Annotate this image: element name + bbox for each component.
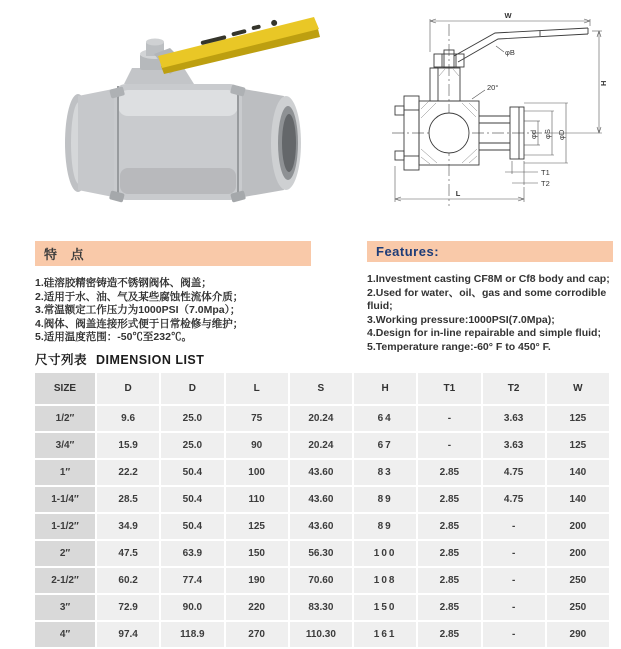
value-cell: 28.5 bbox=[97, 487, 159, 512]
dim-label-angle: 20° bbox=[487, 83, 499, 92]
dimension-lines bbox=[395, 19, 602, 202]
valve-handle bbox=[158, 17, 320, 74]
value-cell: 50.4 bbox=[161, 514, 223, 539]
table-row bbox=[35, 460, 609, 485]
value-cell: 200 bbox=[547, 514, 609, 539]
value-cell: 34.9 bbox=[97, 514, 159, 539]
size-cell: 2-1/2″ bbox=[35, 568, 95, 593]
value-cell: - bbox=[418, 433, 480, 458]
size-cell: 1″ bbox=[35, 460, 95, 485]
feature-item: 4.阀体、阀盖连接形式便于日常检修与维护； bbox=[35, 317, 244, 330]
table-row bbox=[35, 568, 609, 593]
table-row bbox=[35, 541, 609, 566]
value-cell: 118.9 bbox=[161, 622, 223, 647]
table-row bbox=[35, 433, 609, 458]
value-cell: 2.85 bbox=[418, 568, 480, 593]
dim-label-t2: T2 bbox=[541, 179, 550, 188]
dimension-table bbox=[33, 371, 611, 649]
column-header: SIZE bbox=[35, 373, 95, 404]
value-cell: 220 bbox=[226, 595, 288, 620]
value-cell: 161 bbox=[354, 622, 416, 647]
value-cell: 140 bbox=[547, 460, 609, 485]
feature-item: 1.硅溶胶精密铸造不锈钢阀体、阀盖； bbox=[35, 277, 212, 289]
feature-item: 3.Working pressure:1000PSI(7.0Mpa); bbox=[367, 313, 555, 326]
value-cell: - bbox=[483, 541, 545, 566]
column-header: S bbox=[290, 373, 352, 404]
features-cn-list bbox=[35, 277, 311, 345]
value-cell: 108 bbox=[354, 568, 416, 593]
feature-item: 2.适用于水、油、气及某些腐蚀性流体介质； bbox=[35, 290, 244, 303]
value-cell: 4.75 bbox=[483, 487, 545, 512]
valve-body bbox=[109, 84, 246, 203]
value-cell: 67 bbox=[354, 433, 416, 458]
value-cell: 75 bbox=[226, 406, 288, 431]
feature-item: 2.Used for water、oil、gas and some corrodible fluid; bbox=[367, 286, 607, 313]
value-cell: 4.75 bbox=[483, 460, 545, 485]
value-cell: 2.85 bbox=[418, 514, 480, 539]
value-cell: 15.9 bbox=[97, 433, 159, 458]
value-cell: 270 bbox=[226, 622, 288, 647]
dim-label-phi-d-outer: φD bbox=[557, 129, 566, 140]
column-header: L bbox=[226, 373, 288, 404]
dimension-list-title-cn: 尺寸列表 bbox=[35, 353, 88, 367]
value-cell: 77.4 bbox=[161, 568, 223, 593]
size-cell: 2″ bbox=[35, 541, 95, 566]
table-row bbox=[35, 487, 609, 512]
column-header: D bbox=[97, 373, 159, 404]
value-cell: 20.24 bbox=[290, 433, 352, 458]
column-header: W bbox=[547, 373, 609, 404]
feature-item: 5.适用温度范围：-50℃至232℃。 bbox=[35, 331, 192, 344]
dim-label-phi-b: φB bbox=[505, 48, 515, 57]
column-header: H bbox=[354, 373, 416, 404]
value-cell: 72.9 bbox=[97, 595, 159, 620]
value-cell: 60.2 bbox=[97, 568, 159, 593]
size-cell: 4″ bbox=[35, 622, 95, 647]
dim-label-w: W bbox=[504, 11, 512, 20]
table-row bbox=[35, 406, 609, 431]
value-cell: 110 bbox=[226, 487, 288, 512]
dim-label-phi-d-bore: φd bbox=[529, 129, 538, 139]
value-cell: 2.85 bbox=[418, 622, 480, 647]
value-cell: 97.4 bbox=[97, 622, 159, 647]
value-cell: 3.63 bbox=[483, 433, 545, 458]
value-cell: 50.4 bbox=[161, 460, 223, 485]
value-cell: 200 bbox=[547, 541, 609, 566]
features-en-title: Features: bbox=[367, 241, 613, 262]
dim-label-l: L bbox=[455, 189, 461, 198]
feature-item: 1.Investment casting CF8M or Cf8 body and cap; bbox=[367, 273, 610, 285]
left-ferrule bbox=[65, 88, 118, 198]
dim-label-h: H bbox=[599, 80, 608, 86]
table-row bbox=[35, 595, 609, 620]
value-cell: 83.30 bbox=[290, 595, 352, 620]
valve-section-outline bbox=[395, 28, 588, 170]
dimension-list-title bbox=[35, 350, 204, 368]
value-cell: 100 bbox=[226, 460, 288, 485]
value-cell: 50.4 bbox=[161, 487, 223, 512]
value-cell: 70.60 bbox=[290, 568, 352, 593]
value-cell: 43.60 bbox=[290, 460, 352, 485]
value-cell: 250 bbox=[547, 595, 609, 620]
value-cell: 100 bbox=[354, 541, 416, 566]
table-header-row bbox=[35, 373, 609, 404]
value-cell: 190 bbox=[226, 568, 288, 593]
feature-item: 5.Temperature range:-60° F to 450° F. bbox=[367, 340, 551, 353]
value-cell: - bbox=[483, 514, 545, 539]
value-cell: 89 bbox=[354, 487, 416, 512]
value-cell: 83 bbox=[354, 460, 416, 485]
column-header: T1 bbox=[418, 373, 480, 404]
right-ferrule bbox=[238, 88, 301, 198]
column-header: D bbox=[161, 373, 223, 404]
value-cell: 43.60 bbox=[290, 514, 352, 539]
dim-label-phi-s: φS bbox=[543, 129, 552, 139]
value-cell: 290 bbox=[547, 622, 609, 647]
size-cell: 3″ bbox=[35, 595, 95, 620]
column-header: T2 bbox=[483, 373, 545, 404]
value-cell: 25.0 bbox=[161, 433, 223, 458]
features-cn-panel bbox=[35, 241, 311, 345]
value-cell: 3.63 bbox=[483, 406, 545, 431]
value-cell: 22.2 bbox=[97, 460, 159, 485]
value-cell: 125 bbox=[547, 406, 609, 431]
value-cell: 25.0 bbox=[161, 406, 223, 431]
value-cell: 56.30 bbox=[290, 541, 352, 566]
value-cell: 90 bbox=[226, 433, 288, 458]
features-en-panel bbox=[367, 241, 613, 355]
table-body bbox=[35, 406, 609, 647]
value-cell: 2.85 bbox=[418, 595, 480, 620]
value-cell: - bbox=[418, 406, 480, 431]
value-cell: 125 bbox=[547, 433, 609, 458]
table-row bbox=[35, 622, 609, 647]
value-cell: 89 bbox=[354, 514, 416, 539]
table-row bbox=[35, 514, 609, 539]
value-cell: 20.24 bbox=[290, 406, 352, 431]
value-cell: 43.60 bbox=[290, 487, 352, 512]
feature-item: 3.常温额定工作压力为1000PSI（7.0Mpa）； bbox=[35, 304, 241, 317]
value-cell: 125 bbox=[226, 514, 288, 539]
dimension-drawing bbox=[392, 6, 618, 221]
value-cell: 250 bbox=[547, 568, 609, 593]
value-cell: - bbox=[483, 568, 545, 593]
size-cell: 1-1/4″ bbox=[35, 487, 95, 512]
value-cell: 9.6 bbox=[97, 406, 159, 431]
value-cell: 140 bbox=[547, 487, 609, 512]
value-cell: - bbox=[483, 595, 545, 620]
dim-label-t1: T1 bbox=[541, 168, 550, 177]
dimension-drawing-svg bbox=[392, 6, 618, 216]
value-cell: 2.85 bbox=[418, 487, 480, 512]
value-cell: 150 bbox=[226, 541, 288, 566]
value-cell: 2.85 bbox=[418, 460, 480, 485]
dimension-labels bbox=[456, 11, 608, 198]
dimension-list-title-en: DIMENSION LIST bbox=[96, 353, 205, 367]
value-cell: 63.9 bbox=[161, 541, 223, 566]
value-cell: 150 bbox=[354, 595, 416, 620]
feature-item: 4.Design for in-line repairable and simple fluid; bbox=[367, 327, 601, 340]
value-cell: 64 bbox=[354, 406, 416, 431]
value-cell: 110.30 bbox=[290, 622, 352, 647]
value-cell: 47.5 bbox=[97, 541, 159, 566]
size-cell: 1/2″ bbox=[35, 406, 95, 431]
features-cn-title: 特 点 bbox=[35, 241, 311, 266]
table-head bbox=[35, 373, 609, 404]
size-cell: 3/4″ bbox=[35, 433, 95, 458]
value-cell: - bbox=[483, 622, 545, 647]
value-cell: 2.85 bbox=[418, 541, 480, 566]
product-photo bbox=[28, 2, 323, 229]
product-photo-svg bbox=[28, 2, 323, 224]
size-cell: 1-1/2″ bbox=[35, 514, 95, 539]
features-en-list bbox=[367, 273, 613, 355]
value-cell: 90.0 bbox=[161, 595, 223, 620]
